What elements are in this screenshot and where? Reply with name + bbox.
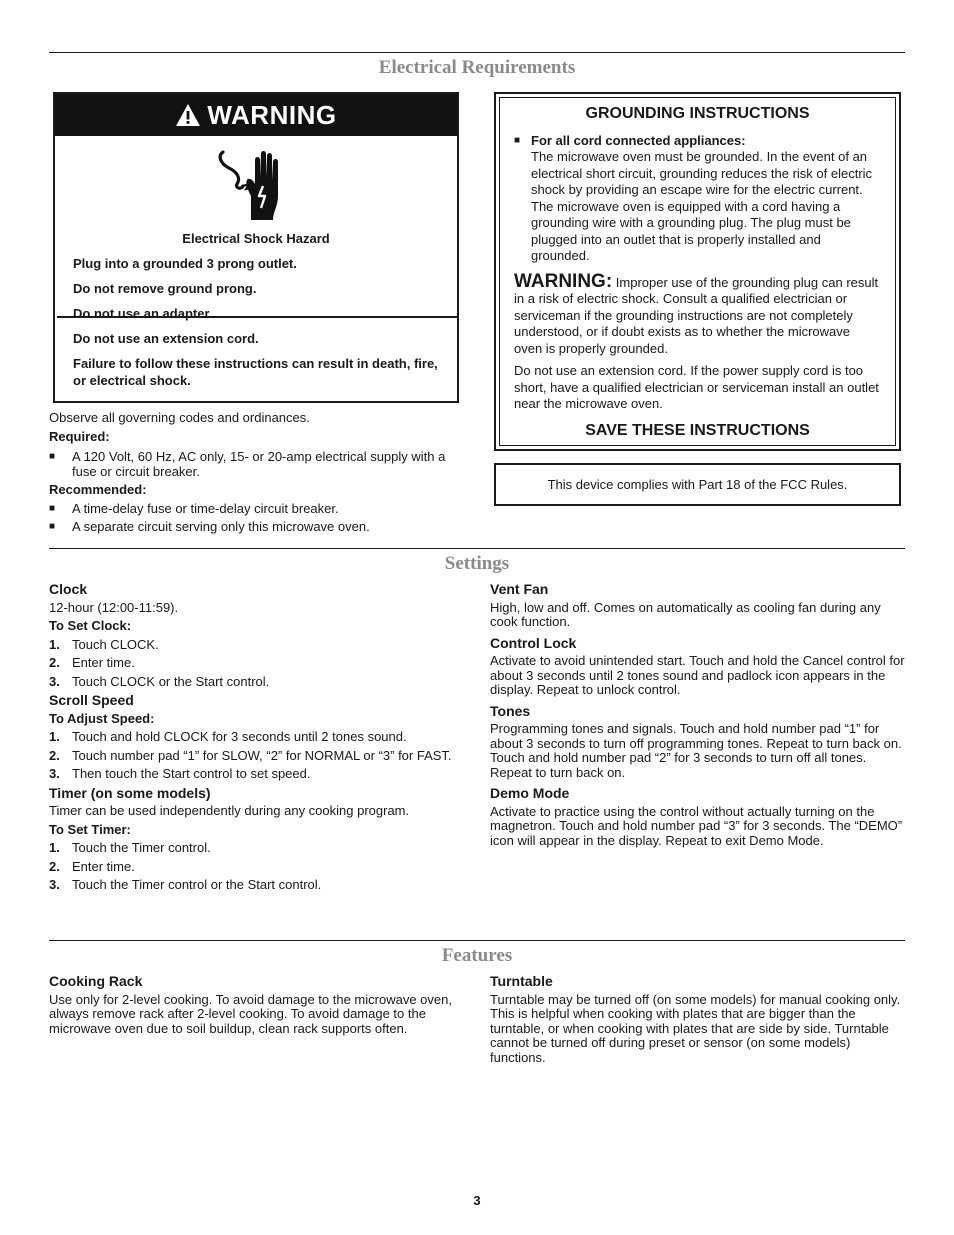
rack-desc: Use only for 2-level cooking. To avoid damage to the microwave oven, always remove rack after 2-level cooking. To avoid damage to the microwave oven due to soil buildup, clean rack supports often.	[49, 991, 452, 1036]
section-rule-electrical	[49, 52, 905, 53]
grounding-inner	[499, 97, 896, 446]
warning-header-text: WARNING	[207, 99, 337, 130]
save-instructions: SAVE THESE INSTRUCTIONS	[585, 421, 810, 439]
scroll-sub: To Adjust Speed:	[49, 710, 155, 726]
demo-heading: Demo Mode	[490, 785, 570, 801]
section-title-settings: Settings	[444, 553, 510, 574]
grounding-box	[494, 92, 901, 451]
recommended-label: Recommended:	[49, 482, 147, 497]
grounding-bullet-text: The microwave oven must be grounded. In the event of an electrical short circuit, grounding reduces the risk of electric shock by providing an escape wire for the electric current. The microwave oven is equipped with a cord having a grounding wire with a grounding plug. The plug must be plugged into an outlet that is properly installed and grounded.	[531, 149, 873, 263]
grounding-warning-text: Improper use of the grounding plug can result in a risk of electric shock. Consult a qualified electrician or serviceman if the grounding instructions are not completely understood, or if doubt exists as to whether the microwave oven is properly grounded.	[514, 274, 879, 356]
required-label: Required:	[49, 429, 110, 444]
clock-desc: 12-hour (12:00-11:59).	[49, 599, 179, 615]
grounding-title: GROUNDING INSTRUCTIONS	[585, 105, 810, 122]
demo-desc: Activate to practice using the control without actually turning on the magnetron. Touch and hold number pad “3” for 3 seconds. The “DEMO” icon will appear in the display. Repeat to exit Demo Mode.	[490, 803, 903, 848]
scroll-steps	[49, 730, 459, 782]
rack-heading: Cooking Rack	[49, 973, 143, 989]
clock-heading: Clock	[49, 581, 88, 597]
features-left-column	[49, 974, 459, 1036]
timer-desc: Timer can be used independently during any cooking program.	[49, 803, 410, 818]
features-right-column	[490, 974, 905, 1065]
list-item: 2. Touch number pad “1” for SLOW, “2” for NORMAL or “3” for FAST.	[49, 747, 452, 763]
warning-box	[53, 92, 459, 403]
clock-sub: To Set Clock:	[49, 618, 132, 633]
warning-line: Plug into a grounded 3 prong outlet.	[73, 256, 297, 271]
warning-line: Failure to follow these instructions can result in death, fire, or electrical shock.	[73, 356, 438, 388]
tones-desc: Programming tones and signals. Touch and hold number pad “1” for about 3 seconds to turn off programming tones. Repeat to turn back on. Touch and hold number pad “2” for 3 seconds to turn off all tones. Repeat to turn back on.	[490, 721, 902, 780]
fcc-notice: This device complies with Part 18 of the FCC Rules.	[494, 463, 901, 506]
scroll-heading: Scroll Speed	[49, 692, 134, 708]
list-item: 1. Touch and hold CLOCK for 3 seconds until 2 tones sound.	[49, 729, 407, 744]
timer-sub: To Set Timer:	[49, 821, 131, 837]
settings-left-column	[49, 582, 459, 893]
list-item: 3. Then touch the Start control to set speed.	[49, 766, 311, 781]
recommended-list	[49, 501, 449, 534]
page-number: 3	[473, 1193, 481, 1208]
section-rule-settings	[49, 548, 905, 549]
section-title-features: Features	[441, 945, 513, 966]
electric-shock-hand-icon	[215, 146, 289, 222]
clock-steps	[49, 638, 459, 690]
list-item: ■ A time-delay fuse or time-delay circuit breaker.	[49, 501, 449, 516]
list-item: 2. Enter time.	[49, 655, 135, 670]
tones-heading: Tones	[490, 702, 531, 719]
warning-line: Do not use an extension cord.	[73, 331, 259, 346]
grounding-bullet	[514, 133, 881, 265]
list-item: ■ A separate circuit serving only this microwave oven.	[49, 519, 449, 534]
turntable-desc: Turntable may be turned off (on some models) for manual cooking only. This is helpful when cooking with plates that are bigger than the turntable, or when cooking with plates that are side by side. Turntable cannot be turned off during preset or sensor (on some models) functions.	[490, 991, 901, 1065]
timer-heading: Timer (on some models)	[49, 784, 211, 801]
vent-desc: High, low and off. Comes on automatically as cooling fan during any cook function.	[490, 599, 881, 629]
required-list	[49, 449, 449, 479]
lock-desc: Activate to avoid unintended start. Touch and hold the Cancel control for about 3 seconds until 2 tones sound and padlock icon appears in the display. Repeat to unlock control.	[490, 653, 905, 697]
list-item: 1. Touch CLOCK.	[49, 636, 159, 652]
electrical-requirements-text	[49, 410, 449, 534]
bullet-square-icon: ■	[514, 134, 521, 146]
settings-right-column	[490, 582, 905, 848]
list-item: 1. Touch the Timer control.	[49, 840, 211, 855]
timer-steps	[49, 841, 459, 893]
warning-header	[55, 94, 457, 136]
hazard-title: Electrical Shock Hazard	[182, 231, 330, 246]
list-item: ■ A 120 Volt, 60 Hz, AC only, 15- or 20-amp electrical supply with a fuse or circuit breaker.	[49, 449, 449, 479]
lock-heading: Control Lock	[490, 634, 577, 651]
observe-text: Observe all governing codes and ordinances.	[49, 410, 310, 425]
warning-line: Do not use an adapter.	[73, 306, 213, 321]
warning-triangle-icon	[175, 103, 201, 127]
grounding-warning-label: WARNING:	[514, 270, 613, 292]
grounding-bullet-label: For all cord connected appliances:	[531, 132, 746, 148]
turntable-heading: Turntable	[490, 973, 553, 989]
extension-cord-text: Do not use an extension cord. If the power supply cord is too short, have a qualified electrician or serviceman install an outlet near the microwave oven.	[514, 363, 879, 411]
warning-body	[55, 230, 457, 389]
list-item: 3. Touch CLOCK or the Start control.	[49, 673, 270, 689]
grounding-warning	[514, 270, 881, 358]
section-title-electrical: Electrical Requirements	[378, 57, 576, 78]
vent-heading: Vent Fan	[490, 581, 549, 597]
list-item: 3. Touch the Timer control or the Start control.	[49, 877, 322, 892]
section-rule-features	[49, 940, 905, 941]
list-item: 2. Enter time.	[49, 858, 135, 874]
warning-line: Do not remove ground prong.	[73, 281, 257, 296]
